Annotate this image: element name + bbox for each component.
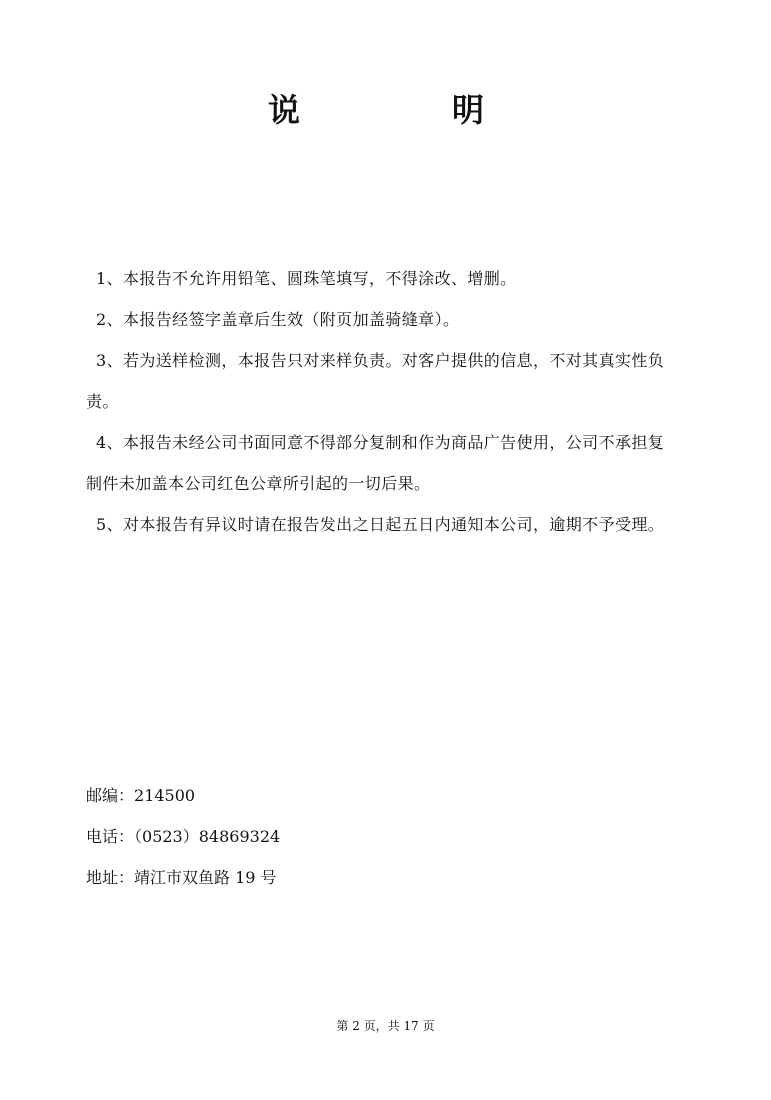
address-label: 地址： (86, 868, 135, 887)
title-char-2: 明 (452, 91, 485, 129)
postcode-row (86, 775, 280, 816)
notes-list (86, 258, 666, 545)
note-item-4: 4、本报告未经公司书面同意不得部分复制和作为商品广告使用，公司不承担复制件未加盖本公司红色公章所引起的一切后果。 (86, 433, 665, 493)
postcode-label: 邮编： (86, 786, 135, 805)
phone-row (86, 816, 280, 857)
phone-label: 电话： (86, 827, 135, 846)
address-value: 靖江市双鱼路 19 号 (134, 868, 277, 887)
note-item-1: 1、本报告不允许用铅笔、圆珠笔填写，不得涂改、增删。 (96, 269, 517, 288)
address-row (86, 857, 280, 898)
note-item-3: 3、若为送样检测，本报告只对来样负责。对客户提供的信息，不对其真实性负责。 (86, 351, 665, 411)
page-title (0, 86, 771, 136)
postcode-value: 214500 (134, 786, 196, 805)
page-footer: 第 2 页，共 17 页 (336, 1019, 435, 1033)
note-item-5: 5、对本报告有异议时请在报告发出之日起五日内通知本公司，逾期不予受理。 (96, 515, 665, 534)
phone-value: （0523）84869324 (134, 827, 281, 846)
title-char-1: 说 (268, 91, 301, 129)
note-item-2: 2、本报告经签字盖章后生效（附页加盖骑缝章）。 (96, 310, 460, 329)
contact-info (86, 775, 280, 898)
